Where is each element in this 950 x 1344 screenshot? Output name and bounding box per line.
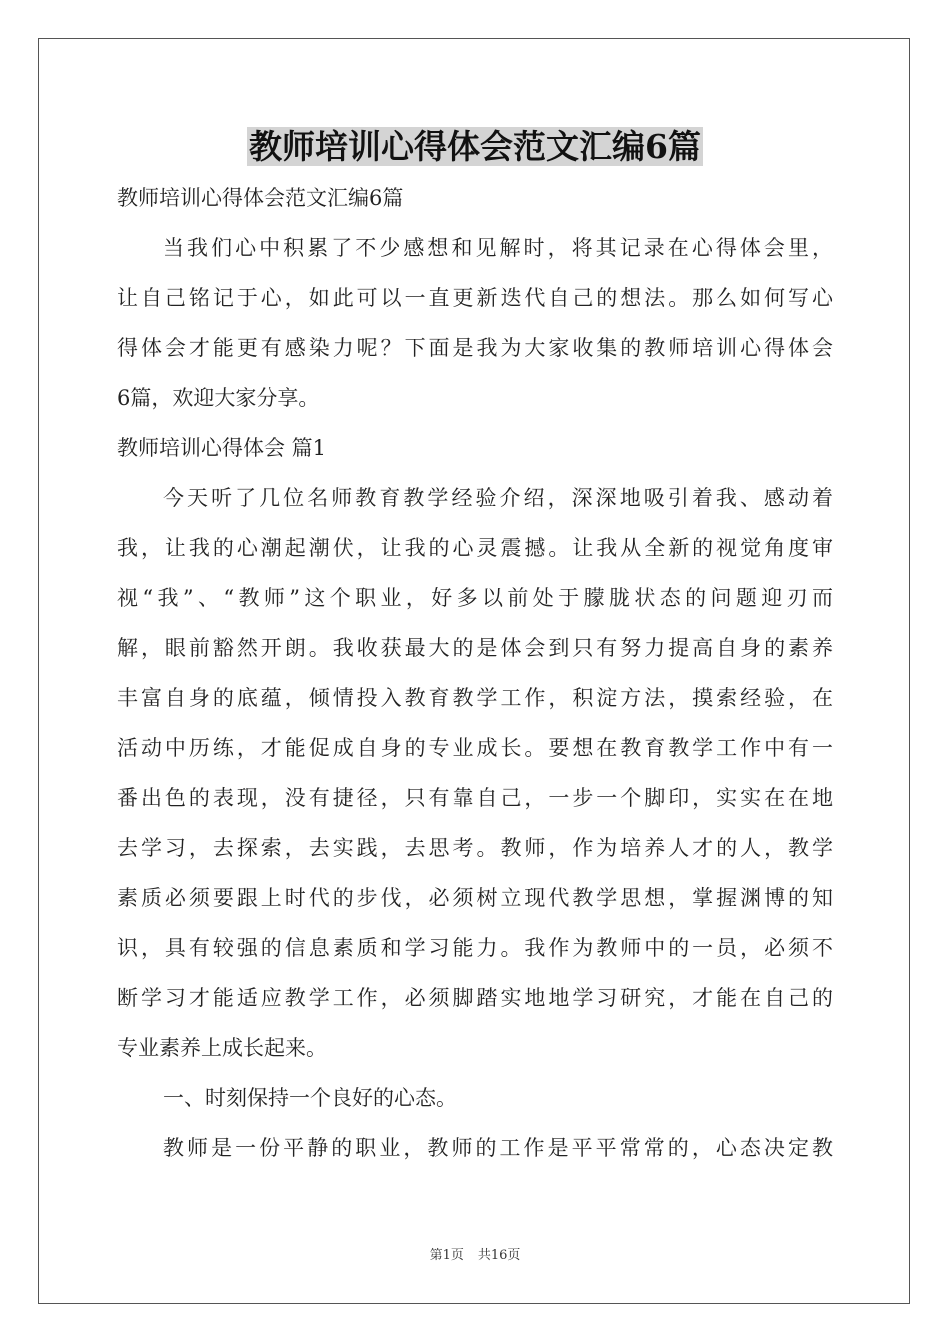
paragraph-line: 今天听了几位名师教育教学经验介绍，深深地吸引着我、感动着 bbox=[163, 486, 833, 510]
intro-line: 当我们心中积累了不少感想和见解时，将其记录在心得体会里， bbox=[163, 236, 833, 260]
paragraph-line: 教师是一份平静的职业，教师的工作是平平常常的，心态决定教 bbox=[163, 1136, 833, 1160]
intro-line: 6篇，欢迎大家分享。 bbox=[117, 386, 320, 410]
intro-line: 让自己铭记于心，如此可以一直更新迭代自己的想法。那么如何写心 bbox=[117, 286, 833, 310]
paragraph-line: 我，让我的心潮起潮伏，让我的心灵震撼。让我从全新的视觉角度审 bbox=[117, 536, 833, 560]
point-heading: 一、时刻保持一个良好的心态。 bbox=[163, 1086, 457, 1110]
page-total: 共16页 bbox=[477, 1248, 521, 1263]
document-subtitle: 教师培训心得体会范文汇编6篇 bbox=[117, 186, 404, 210]
section-heading: 教师培训心得体会 篇1 bbox=[117, 436, 327, 460]
paragraph-line: 解，眼前豁然开朗。我收获最大的是体会到只有努力提高自身的素养 bbox=[117, 636, 833, 660]
page-footer bbox=[0, 1244, 950, 1263]
paragraph-line: 视“我”、“教师”这个职业，好多以前处于朦胧状态的问题迎刃而 bbox=[117, 586, 833, 610]
paragraph-line: 素质必须要跟上时代的步伐，必须树立现代教学思想，掌握渊博的知 bbox=[117, 886, 833, 910]
paragraph-line: 断学习才能适应教学工作，必须脚踏实地地学习研究，才能在自己的 bbox=[117, 986, 833, 1010]
document-body bbox=[117, 173, 833, 1173]
page-number: 第1页 bbox=[429, 1248, 464, 1263]
document-title-text: 教师培训心得体会范文汇编6篇 bbox=[249, 127, 701, 166]
paragraph-line: 去学习，去探索，去实践，去思考。教师，作为培养人才的人，教学 bbox=[117, 836, 833, 860]
document-title bbox=[0, 122, 950, 172]
intro-line: 得体会才能更有感染力呢？下面是我为大家收集的教师培训心得体会 bbox=[117, 336, 833, 360]
paragraph-line: 丰富自身的底蕴，倾情投入教育教学工作，积淀方法，摸索经验，在 bbox=[117, 686, 833, 710]
paragraph-line: 专业素养上成长起来。 bbox=[117, 1036, 327, 1060]
paragraph-line: 识，具有较强的信息素质和学习能力。我作为教师中的一员，必须不 bbox=[117, 936, 833, 960]
paragraph-line: 活动中历练，才能促成自身的专业成长。要想在教育教学工作中有一 bbox=[117, 736, 833, 760]
paragraph-line: 番出色的表现，没有捷径，只有靠自己，一步一个脚印，实实在在地 bbox=[117, 786, 833, 810]
